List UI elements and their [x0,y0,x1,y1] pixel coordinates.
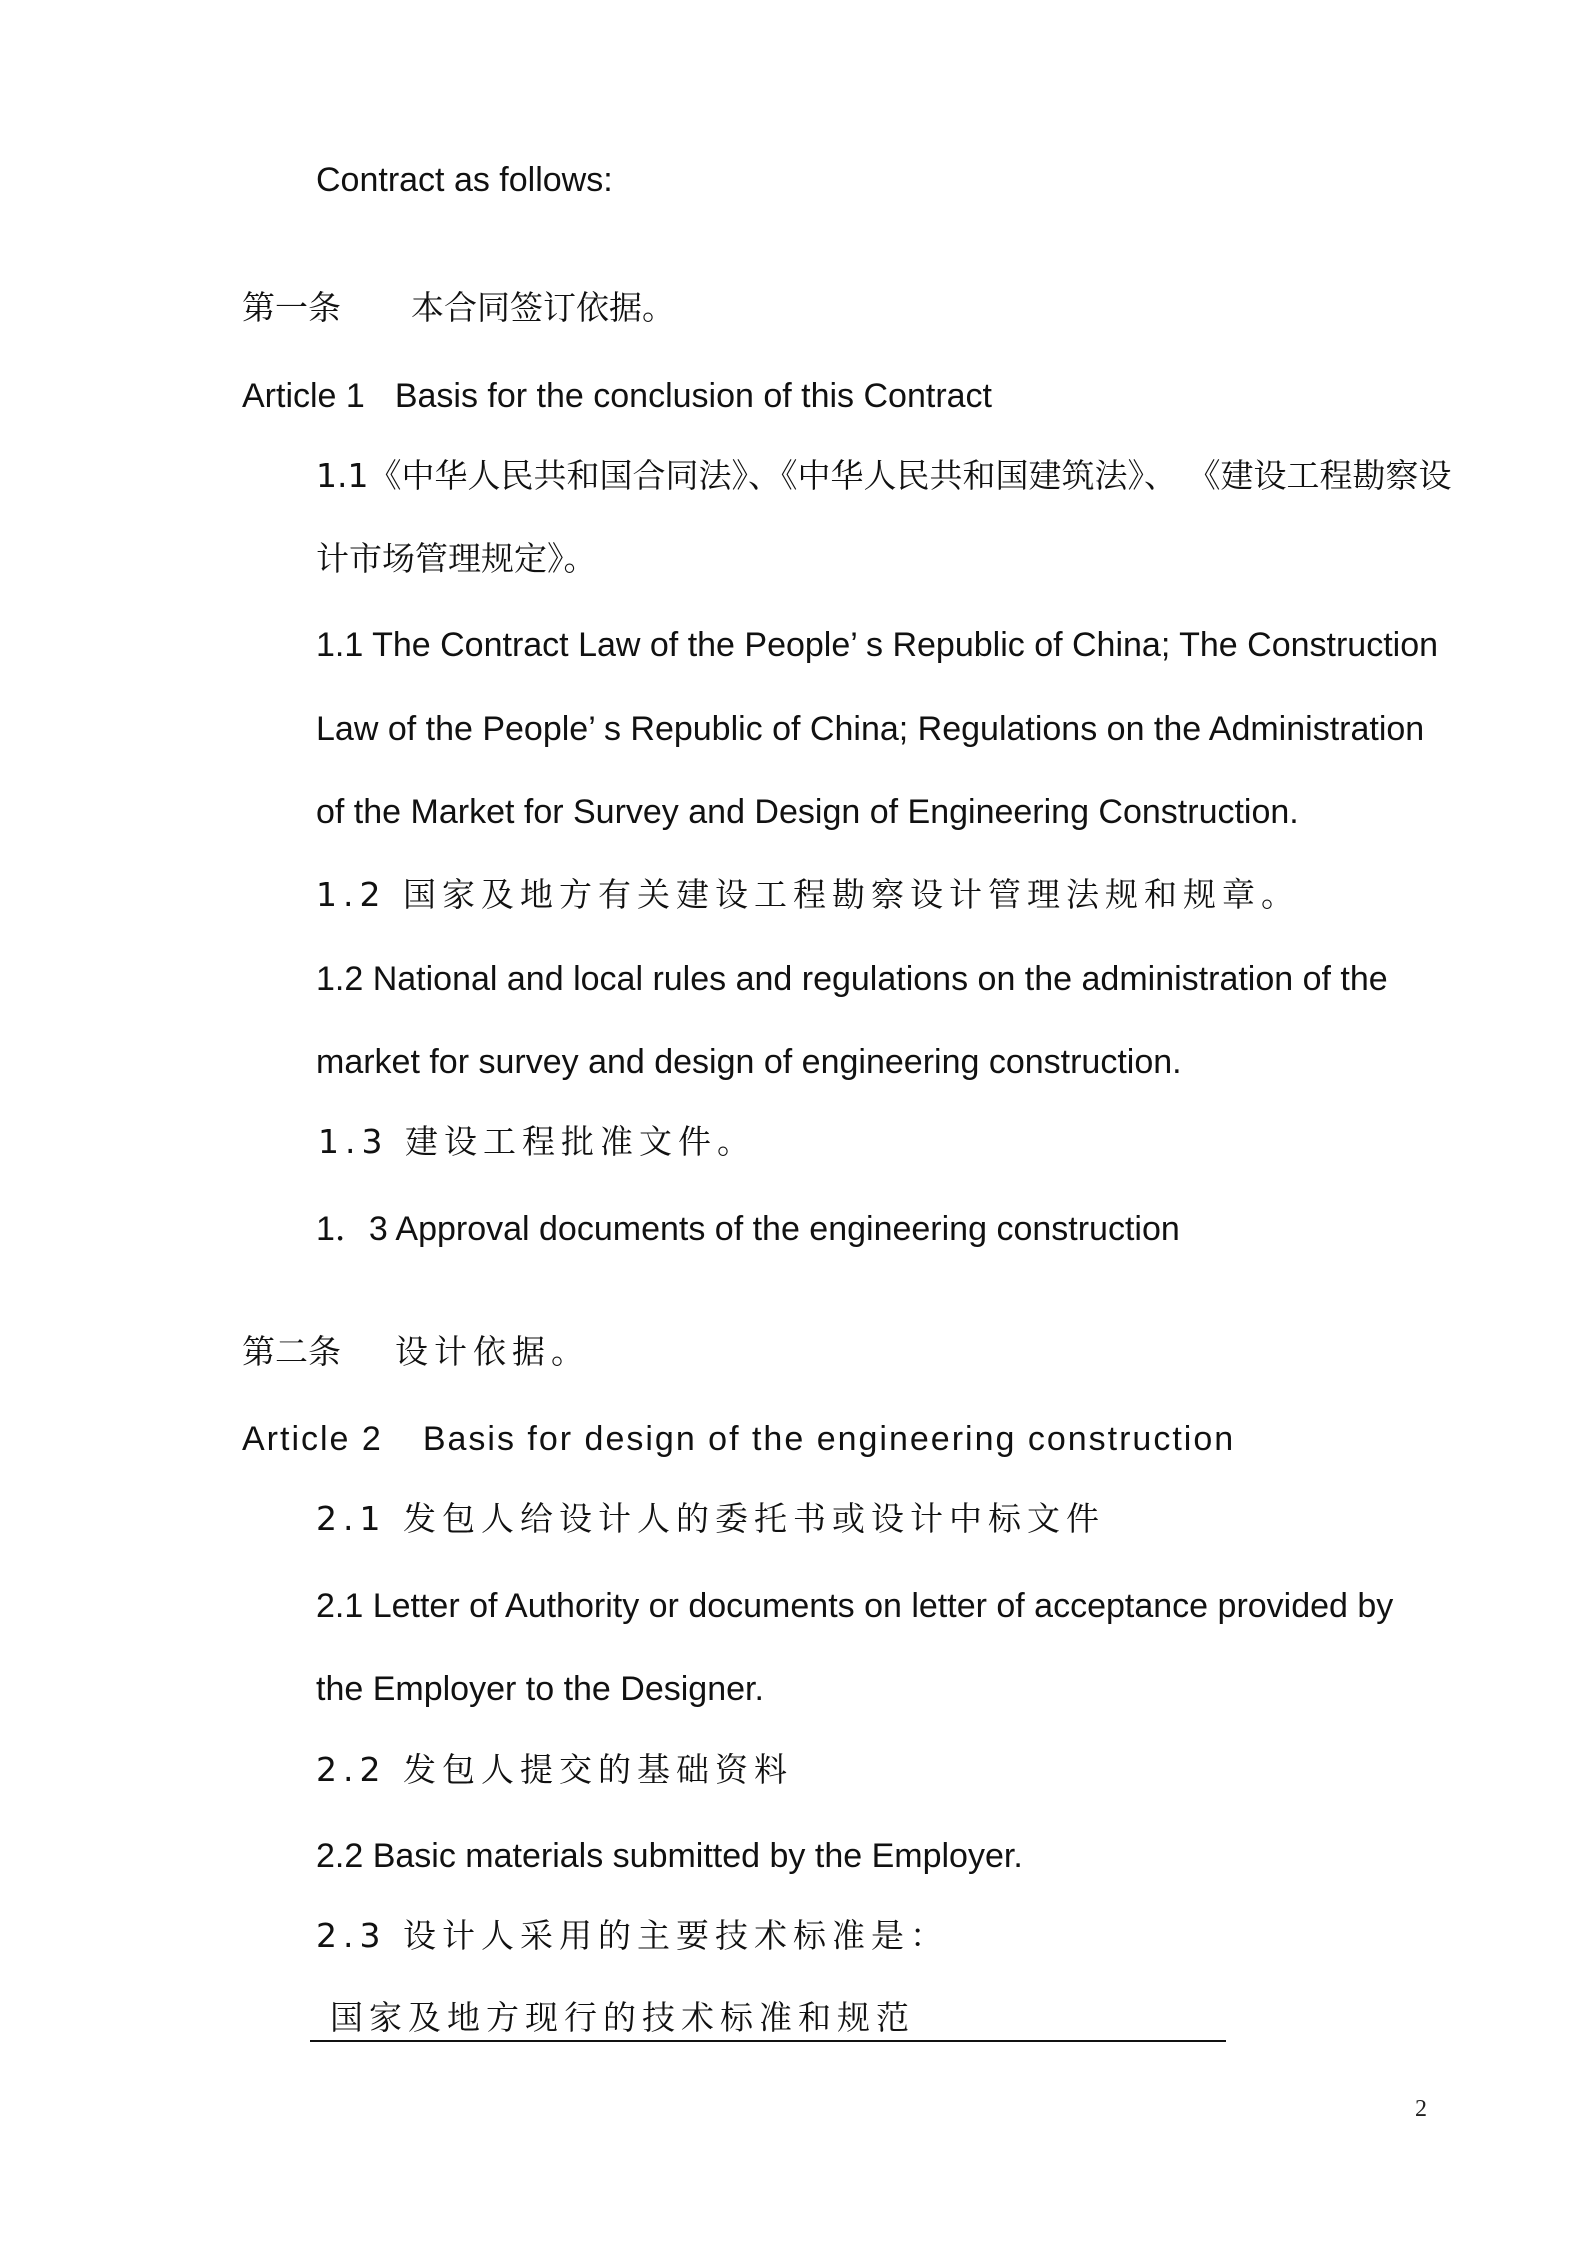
clause-1-1-en-line-1: 1.1 The Contract Law of the People’ s Republic of China; The Construction [316,626,1439,664]
article-1-heading-zh [242,286,675,330]
clause-2-3-zh: 2.3 设计人采用的主要技术标准是： [316,1916,949,1955]
clause-1-1-en-line-3: of the Market for Survey and Design of Engineering Construction. [316,793,1299,831]
article-2-heading-en [242,1417,1235,1461]
clause-1-1-zh-line-1: 1.1《中华人民共和国合同法》、《中华人民共和国建筑法》、 《建设工程勘察设 [316,456,1452,495]
clause-1-3-en: 1．3 Approval documents of the engineering construction [316,1210,1180,1248]
clause-1-1-zh-line-2: 计市场管理规定》。 [316,539,597,578]
article-1-heading-en [242,374,992,418]
fill-in-underline [310,2040,1226,2042]
clause-1-2-en-line-2: market for survey and design of engineering construction. [316,1043,1182,1081]
clause-1-3-zh: 1.3 建设工程批准文件。 [318,1122,756,1161]
article-2-title-zh: 设计依据。 [395,1332,590,1371]
article-1-title-en: Basis for the conclusion of this Contract [394,377,993,415]
technical-standards-fill-in: 国家及地方现行的技术标准和规范 [330,1998,915,2037]
article-1-label-en: Article 1 [242,377,365,415]
clause-1-2-en-line-1: 1.2 National and local rules and regulations on the administration of the [316,960,1388,998]
article-2-heading-zh [242,1330,590,1374]
article-2-label-zh: 第二条 [242,1332,341,1371]
article-1-title-zh: 本合同签订依据。 [411,288,675,327]
article-2-title-en: Basis for design of the engineering construction [422,1420,1236,1458]
clause-1-1-en-line-2: Law of the People’ s Republic of China; Regulations on the Administration [316,710,1425,748]
clause-2-2-zh: 2.2 发包人提交的基础资料 [316,1750,793,1789]
clause-2-1-en-line-2: the Employer to the Designer. [316,1670,764,1708]
clause-2-1-zh: 2.1 发包人给设计人的委托书或设计中标文件 [316,1499,1105,1538]
clause-2-1-en-line-1: 2.1 Letter of Authority or documents on letter of acceptance provided by [316,1587,1394,1625]
page-number: 2 [1415,2096,1427,2122]
article-1-label-zh: 第一条 [242,288,341,327]
article-2-label-en: Article 2 [242,1420,383,1458]
clause-1-2-zh: 1.2 国家及地方有关建设工程勘察设计管理法规和规章。 [316,875,1300,914]
intro-text: Contract as follows: [316,161,613,199]
clause-2-2-en: 2.2 Basic materials submitted by the Employer. [316,1837,1023,1875]
